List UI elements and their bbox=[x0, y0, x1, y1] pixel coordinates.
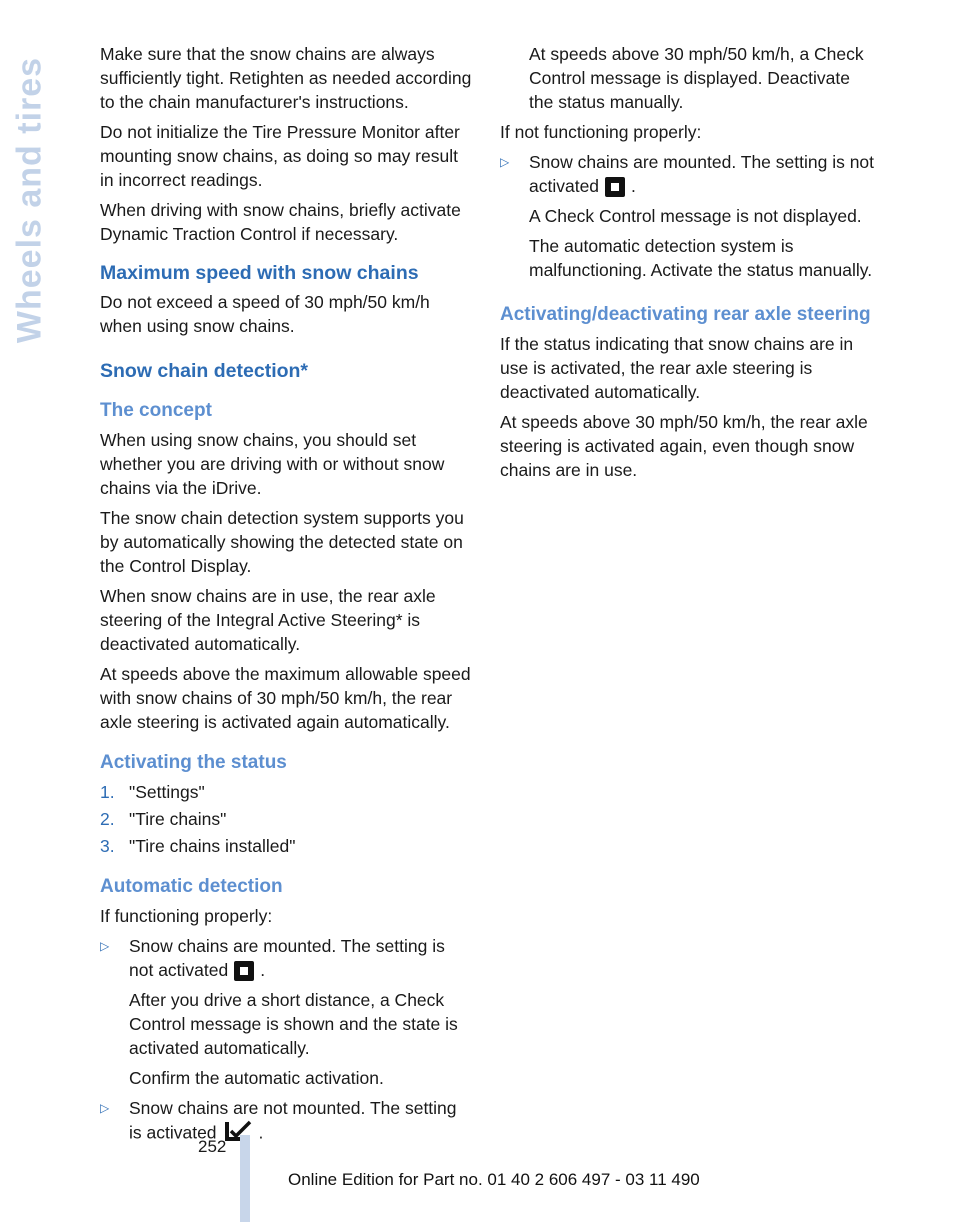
paragraph: If functioning properly: bbox=[100, 906, 273, 926]
bullet-list-continued bbox=[500, 42, 876, 114]
bullet-paragraph: A Check Control message is not displayed. bbox=[529, 206, 862, 226]
paragraph: If not functioning properly: bbox=[500, 122, 702, 142]
section-heading: Maximum speed with snow chains bbox=[100, 262, 419, 284]
paragraph: When driving with snow chains, briefly activate Dynamic Traction Control if necessary. bbox=[100, 200, 461, 244]
paragraph: Make sure that the snow chains are always sufficiently tight. Retighten as needed according to the chain manufacturer's instructions. bbox=[100, 44, 472, 112]
side-tab-title: Wheels and tires bbox=[10, 56, 49, 344]
paragraph: When using snow chains, you should set whether you are driving with or without snow chains via the iDrive. bbox=[100, 430, 445, 498]
paragraph: At speeds above the maximum allowable speed with snow chains of 30 mph/50 km/h, the rear axle steering is activated again automatically. bbox=[100, 664, 471, 732]
bullet-paragraph: At speeds above 30 mph/50 km/h, a Check Control message is displayed. Deactivate the status manually. bbox=[529, 44, 864, 112]
bullet-paragraph: The automatic detection system is malfunctioning. Activate the status manually. bbox=[529, 236, 873, 280]
paragraph: When snow chains are in use, the rear axle steering of the Integral Active Steering* is deactivated automatically. bbox=[100, 586, 436, 654]
bullet-triangle-icon: ▷ bbox=[500, 155, 510, 169]
list-item bbox=[100, 1096, 474, 1148]
bullet-end: . bbox=[631, 176, 636, 196]
list-item bbox=[500, 42, 876, 114]
bullet-end: . bbox=[258, 1122, 264, 1143]
paragraph: If the status indicating that snow chains are in use is activated, the rear axle steering is deactivated automatically. bbox=[500, 334, 854, 402]
page-number: 252 bbox=[198, 1137, 227, 1156]
bullet-text: Snow chains are not mounted. The setting is activated bbox=[129, 1098, 457, 1143]
list-item bbox=[100, 780, 474, 804]
list-item bbox=[100, 834, 474, 858]
step-text: "Tire chains installed" bbox=[129, 836, 296, 856]
steps-list bbox=[100, 780, 474, 858]
footer-edition: Online Edition for Part no. 01 40 2 606 497 - 03 11 490 bbox=[288, 1170, 700, 1189]
bullet-end: . bbox=[260, 960, 266, 980]
list-item bbox=[500, 150, 876, 282]
step-number: 1. bbox=[100, 782, 115, 802]
subsection-heading: Activating the status bbox=[100, 752, 287, 773]
checkbox-empty-icon bbox=[605, 177, 625, 197]
list-item bbox=[100, 807, 474, 831]
bullet-text: Snow chains are mounted. The setting is not activated bbox=[529, 152, 875, 196]
bullet-paragraph: After you drive a short distance, a Check Control message is shown and the state is activated automatically. bbox=[129, 990, 458, 1058]
subsection-heading: Activating/deactivating rear axle steering bbox=[500, 304, 871, 325]
footer-bar bbox=[240, 1135, 250, 1222]
bullet-paragraph: Confirm the automatic activation. bbox=[129, 1068, 384, 1088]
bullet-triangle-icon: ▷ bbox=[100, 939, 110, 953]
section-heading: Snow chain detection* bbox=[100, 360, 309, 382]
subsection-heading: The concept bbox=[100, 400, 212, 421]
bullet-triangle-icon: ▷ bbox=[100, 1101, 110, 1115]
left-column bbox=[100, 42, 474, 1154]
bullet-text: Snow chains are mounted. The setting is not activated bbox=[129, 936, 445, 980]
paragraph: Do not exceed a speed of 30 mph/50 km/h when using snow chains. bbox=[100, 292, 430, 336]
paragraph: At speeds above 30 mph/50 km/h, the rear axle steering is activated again, even though snow chains are in use. bbox=[500, 412, 868, 480]
checkbox-empty-icon bbox=[234, 961, 254, 981]
step-number: 2. bbox=[100, 809, 115, 829]
list-item bbox=[100, 934, 474, 1090]
bullet-list bbox=[500, 150, 876, 282]
bullet-list bbox=[100, 934, 474, 1148]
subsection-heading: Automatic detection bbox=[100, 876, 283, 897]
paragraph: Do not initialize the Tire Pressure Monitor after mounting snow chains, as doing so may result in incorrect readings. bbox=[100, 122, 460, 190]
step-text: "Tire chains" bbox=[129, 809, 227, 829]
paragraph: The snow chain detection system supports you by automatically showing the detected state on the Control Display. bbox=[100, 508, 464, 576]
step-text: "Settings" bbox=[129, 782, 205, 802]
right-column bbox=[500, 42, 876, 488]
step-number: 3. bbox=[100, 836, 115, 856]
side-tab bbox=[0, 40, 60, 360]
